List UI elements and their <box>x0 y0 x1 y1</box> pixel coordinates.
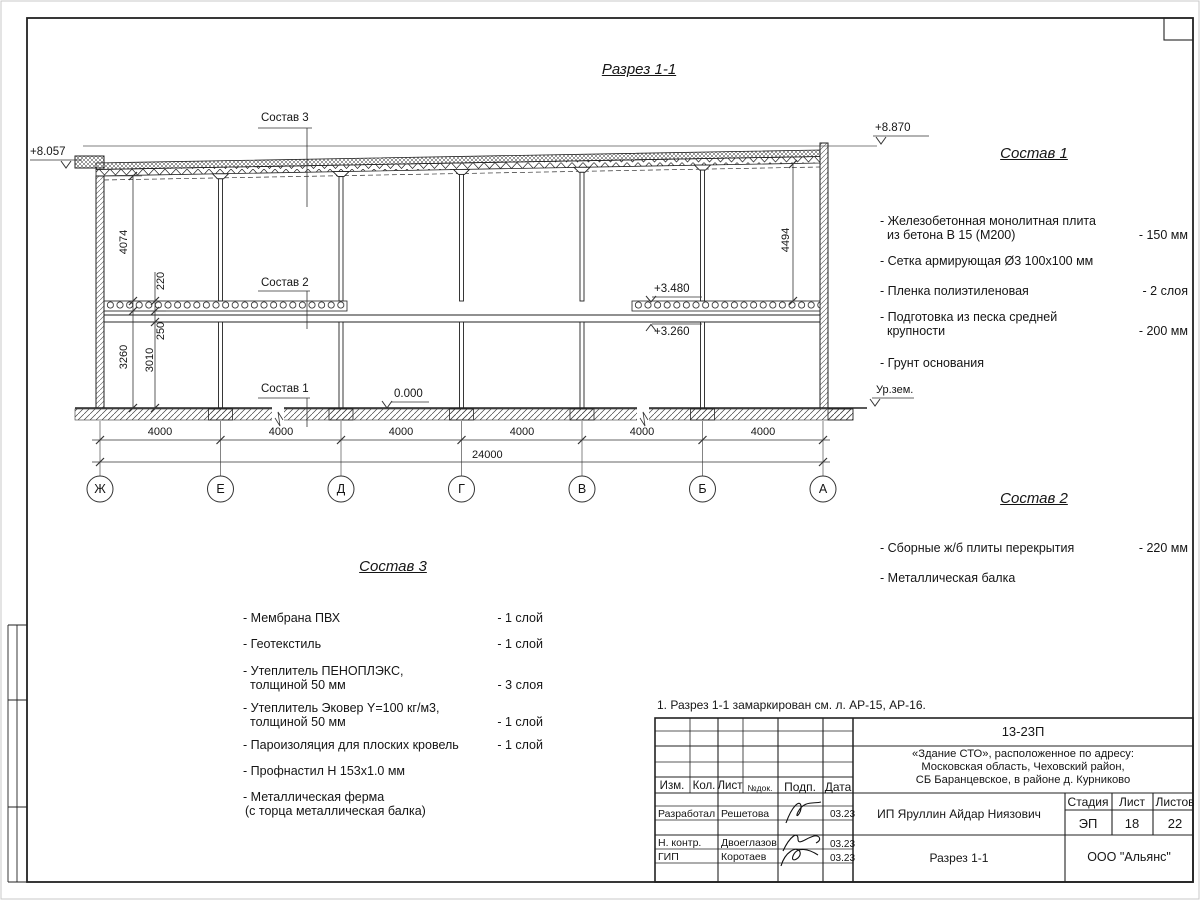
tb-header-doc: №док. <box>747 783 773 793</box>
corner-box <box>1164 18 1193 40</box>
callout-sostav1: Состав 1 <box>261 383 309 395</box>
bay-dim: 4000 <box>388 426 414 438</box>
tb-sheets-label: Листов <box>1155 795 1195 809</box>
axis-bubble-label: Д <box>336 482 346 496</box>
axis-bubble-label: Г <box>458 482 465 496</box>
tb-name: Двоеглазов <box>721 837 777 849</box>
spec-item: - Геотекстиль - 1 слой <box>243 637 543 651</box>
tb-header-kol: Кол. <box>692 780 716 792</box>
spec-item: - Пленка полиэтиленовая - 2 слоя <box>880 284 1188 298</box>
ground-level-label: Ур.зем. <box>876 384 914 396</box>
elevation-slab-bottom: +3.260 <box>654 326 690 338</box>
tb-client: ИП Яруллин Айдар Ниязович <box>877 807 1041 821</box>
spec-item: - Профнастил Н 153х1.0 мм <box>243 764 406 778</box>
left-margin-stamps <box>8 625 27 882</box>
spec-item: - Грунт основания <box>880 356 985 370</box>
spec-item: - Металлическая ферма (с торца металлическая балка) <box>243 790 426 818</box>
spec-item: - Мембрана ПВХ - 1 слой <box>243 611 543 625</box>
dim-4494: 4494 <box>780 227 792 253</box>
bay-dim: 4000 <box>147 426 173 438</box>
elevation-left-top: +8.057 <box>30 146 66 158</box>
tb-role: Разработал <box>658 808 716 820</box>
tb-header-izm: Изм. <box>659 780 685 792</box>
spec-item: - Железобетонная монолитная плита из бетона В 15 (М200) - 150 мм <box>880 214 1188 242</box>
tb-sheet-title: Разрез 1-1 <box>929 851 989 865</box>
tb-stage-label: Стадия <box>1067 795 1109 809</box>
callout-sostav3: Состав 3 <box>261 112 309 124</box>
tb-role: ГИП <box>658 851 679 863</box>
tb-stage-value: ЭП <box>1078 816 1098 831</box>
spec-item: - Утеплитель ПЕНОПЛЭКС, толщиной 50 мм - 3 слоя <box>243 664 543 692</box>
tb-sheet-value: 18 <box>1124 816 1140 831</box>
tb-project-line: «Здание СТО», расположенное по адресу: <box>912 748 1134 760</box>
tb-header-podp: Подп. <box>784 780 816 794</box>
spec-item: - Утеплитель Эковер Y=100 кг/м3, толщиной 50 мм - 1 слой <box>243 701 543 729</box>
dim-250: 250 <box>155 321 167 341</box>
signature-gip <box>781 849 818 866</box>
spec-item: - Сборные ж/б плиты перекрытия - 220 мм <box>880 541 1188 555</box>
left-wall <box>96 176 104 408</box>
tb-project-line: СБ Баранцевское, в районе д. Курниково <box>915 774 1131 786</box>
tb-date: 03.23 <box>830 809 856 820</box>
dim-220: 220 <box>155 271 167 291</box>
axis-bubble-label: А <box>818 482 828 496</box>
spec-title: Состав 2 <box>1000 490 1068 507</box>
tb-name: Решетова <box>721 808 770 820</box>
dim-3260: 3260 <box>118 344 130 370</box>
intermediate-slab <box>104 301 820 322</box>
bay-dim: 4000 <box>268 426 294 438</box>
axis-bubble-label: Е <box>216 482 225 496</box>
elevation-right-top: +8.870 <box>875 122 911 134</box>
spec-block-sostav3 <box>243 558 543 818</box>
spec-block-sostav1 <box>880 145 1188 370</box>
spec-item: - Сетка армирующая Ø3 100х100 мм <box>880 254 1094 268</box>
sheet-note: 1. Разрез 1-1 замаркирован см. л. АР-15, АР-16. <box>657 698 926 712</box>
lower-columns <box>219 322 705 408</box>
tb-doc-number: 13-23П <box>1001 724 1045 739</box>
spec-item: - Подготовка из песка средней крупности - 200 мм <box>880 310 1188 338</box>
tb-role: Н. контр. <box>658 837 702 849</box>
axis-bubble-label: В <box>577 482 587 496</box>
elevation-slab-top: +3.480 <box>654 283 690 295</box>
tb-header-list: Лист <box>717 780 743 792</box>
axis-bubble-label: Ж <box>94 482 106 496</box>
building-section <box>75 143 877 426</box>
axis-bubble-label: Б <box>698 482 707 496</box>
elevation-zero: 0.000 <box>394 388 423 400</box>
dim-3010: 3010 <box>144 347 156 373</box>
dim-4074: 4074 <box>118 229 130 255</box>
spec-title: Состав 3 <box>359 558 427 575</box>
tb-project-line: Московская область, Чеховский район, <box>921 761 1125 773</box>
spec-block-sostav2 <box>880 490 1188 585</box>
signatures <box>781 802 821 866</box>
tb-name: Коротаев <box>721 851 767 863</box>
callout-sostav2: Состав 2 <box>261 277 309 289</box>
total-dim: 24000 <box>472 449 503 461</box>
tb-sheets-value: 22 <box>1167 816 1183 831</box>
right-wall <box>820 143 828 408</box>
drawing-title: Разрез 1-1 <box>601 61 677 78</box>
tb-date: 03.23 <box>830 839 856 850</box>
ground-and-foundations <box>75 407 867 426</box>
spec-title: Состав 1 <box>1000 145 1068 162</box>
spec-item: - Металлическая балка <box>880 571 1016 585</box>
spec-item: - Пароизоляция для плоских кровель - 1 слой <box>243 738 543 752</box>
bay-dim: 4000 <box>750 426 776 438</box>
tb-header-data: Дата <box>824 780 852 794</box>
tb-company: ООО "Альянс" <box>1087 850 1171 864</box>
bay-dim: 4000 <box>629 426 655 438</box>
tb-sheet-label: Лист <box>1118 795 1146 809</box>
tb-date: 03.23 <box>830 853 856 864</box>
bay-dim: 4000 <box>509 426 535 438</box>
